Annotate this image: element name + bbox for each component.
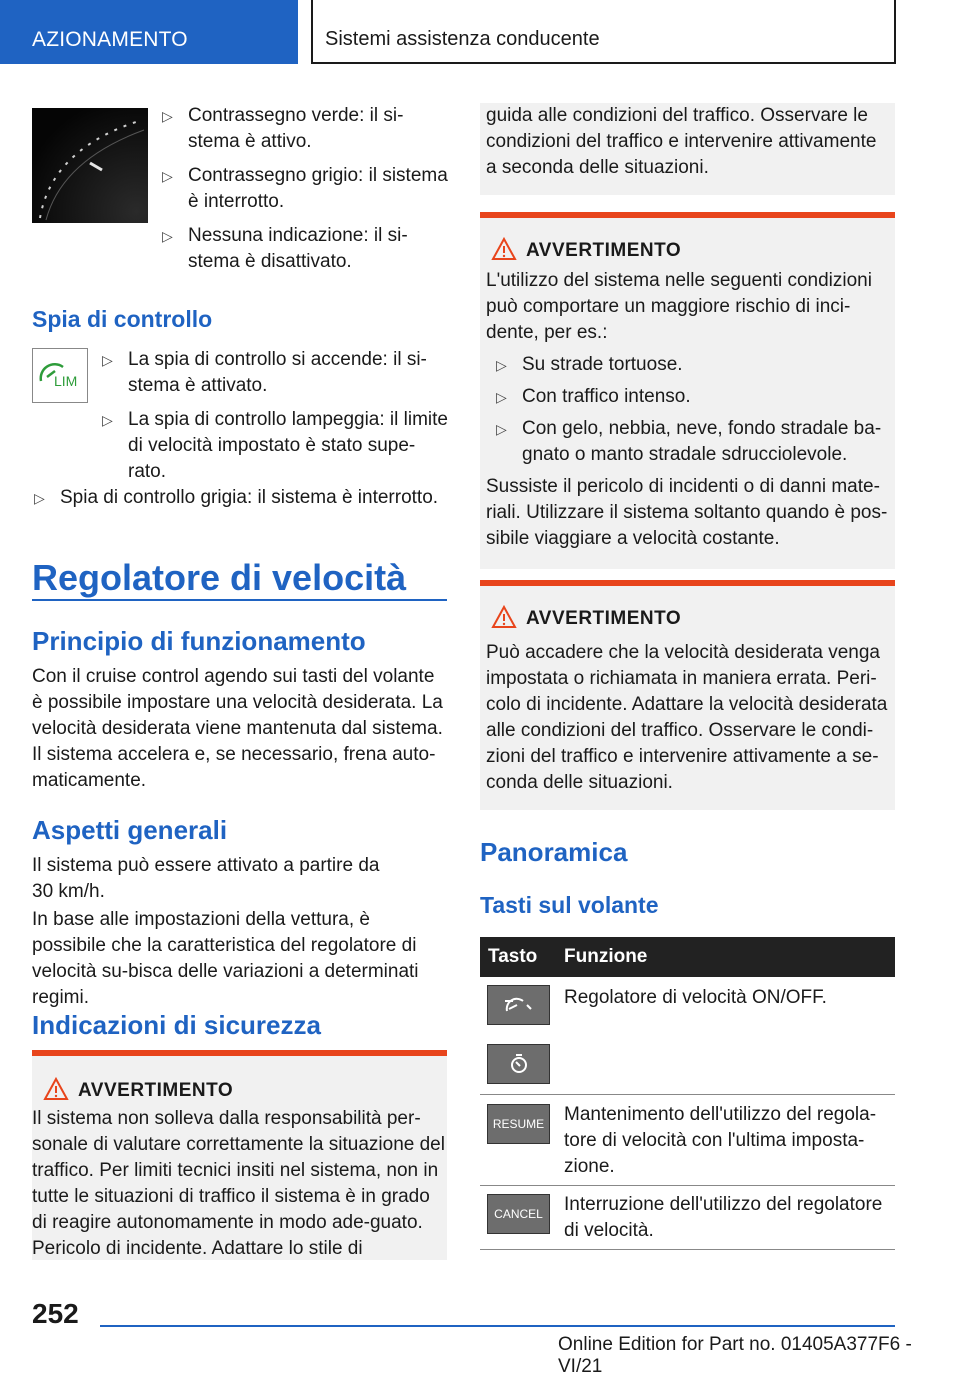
table-row-divider xyxy=(480,1094,895,1095)
cruise-toggle-key-icon xyxy=(487,985,550,1025)
list-item: ▷ Con gelo, nebbia, neve, fondo stradale ba-gnato o manto stradale sdrucciolevole. xyxy=(496,418,882,465)
footer-rule xyxy=(100,1325,895,1327)
warning-bar xyxy=(32,1050,447,1056)
gauge-image xyxy=(32,108,148,223)
warning-box xyxy=(480,580,895,810)
list-item: ▷ Su strade tortuose. xyxy=(494,352,889,378)
column-header-funzione: Funzione xyxy=(564,946,648,967)
list-item: ▷ La spia di controllo si accende: il si-stema è attivato. xyxy=(102,349,427,396)
warning-title: AVVERTIMENTO xyxy=(526,240,682,261)
chapter-tab xyxy=(311,0,896,64)
warning-text: Il sistema non solleva dalla responsabilità per-sonale di valutare correttamente la situazione del traffico. Per limiti tecnici insiti nel sistema, non in tutte le situazioni di traffico il sistema è in grado di reagire autonomamente in modo ade-guato. Pericolo di incidente. Adattare lo stile di xyxy=(32,1108,445,1259)
lim-indicator-image xyxy=(32,348,88,403)
section-tab xyxy=(0,0,298,64)
warning-outro: Sussiste il pericolo di incidenti o di danni mate-riali. Utilizzare il sistema soltanto quando è pos-sibile viaggiare a velocità costante. xyxy=(486,476,888,549)
principio-heading: Principio di funzionamento xyxy=(32,626,366,656)
table-cell-func: Regolatore di velocità ON/OFF. xyxy=(564,987,827,1008)
chapter-title: Sistemi assistenza conducente xyxy=(325,28,600,50)
table-row-divider xyxy=(480,1249,895,1250)
bullet-icon: ▷ xyxy=(162,108,173,124)
warning-title: AVVERTIMENTO xyxy=(526,608,682,629)
spia-bullets xyxy=(100,347,450,485)
bullet-icon: ▷ xyxy=(102,412,113,428)
warning-icon xyxy=(44,1078,68,1100)
main-title: Regolatore di velocità xyxy=(32,557,407,598)
sicurezza-heading: Indicazioni di sicurezza xyxy=(32,1010,321,1040)
bullet-icon: ▷ xyxy=(496,389,507,405)
continued-box xyxy=(480,103,895,195)
cruise-set-key-icon xyxy=(487,1044,550,1084)
warning-icon xyxy=(492,606,516,628)
spia-heading: Spia di controllo xyxy=(32,306,213,332)
bullet-icon: ▷ xyxy=(102,352,113,368)
list-item: ▷ Contrassegno verde: il si-stema è attivo. xyxy=(162,105,404,152)
aspetti-text-1: Il sistema può essere attivato a partire da 30 km/h. xyxy=(32,855,380,902)
list-item: ▷ Contrassegno grigio: il sistema è interrotto. xyxy=(162,165,448,212)
list-item: ▷ Con traffico intenso. xyxy=(494,384,889,410)
aspetti-text-2: In base alle impostazioni della vettura, è possibile che la caratteristica del regolatore di velocità su-bisca delle variazioni a determinati regimi. xyxy=(32,909,419,1008)
warning-text: Può accadere che la velocità desiderata venga impostata o richiamata in maniera errata. Peri-colo di incidente. Adattare la velocità desiderata alle condizioni del traffico. Osservare le condi-zioni del traffico e intervenire attivamente a se-conda delle situazioni. xyxy=(486,642,888,793)
gauge-bullets xyxy=(160,103,450,275)
warning-box xyxy=(480,212,895,569)
lim-label: LIM xyxy=(54,373,78,389)
warning-icon xyxy=(492,238,516,260)
principio-text: Con il cruise control agendo sui tasti del volante è possibile impostare una velocità desiderata. La velocità desiderata viene mantenuta dal sistema. Il sistema accelera e, se necessario, frena auto-maticamente. xyxy=(32,666,443,791)
warning-title: AVVERTIMENTO xyxy=(78,1080,234,1101)
table-row-divider xyxy=(480,1185,895,1186)
table-cell-func: Mantenimento dell'utilizzo del regola-tore di velocità con l'ultima imposta-zione. xyxy=(564,1104,877,1177)
warning-bar xyxy=(480,212,895,218)
bullet-icon: ▷ xyxy=(496,421,507,437)
warning-intro: L'utilizzo del sistema nelle seguenti condizioni può comportare un maggiore rischio di inci-dente, per es.: xyxy=(486,270,872,343)
bullet-icon: ▷ xyxy=(496,357,507,373)
warning-bullets xyxy=(494,352,889,468)
page-number: 252 xyxy=(32,1298,79,1329)
list-item: ▷ Spia di controllo grigia: il sistema è interrotto. xyxy=(32,485,450,511)
continued-text: guida alle condizioni del traffico. Osservare le condizioni del traffico e intervenire attivamente a seconda delle situazioni. xyxy=(486,105,877,178)
aspetti-heading: Aspetti generali xyxy=(32,815,228,845)
warning-bar xyxy=(480,580,895,586)
table-cell-func: Interruzione dell'utilizzo del regolatore di velocità. xyxy=(564,1194,883,1241)
title-rule xyxy=(32,599,447,601)
list-item: ▷ Nessuna indicazione: il si-stema è disattivato. xyxy=(162,225,408,272)
bullet-icon: ▷ xyxy=(34,490,45,506)
bullet-icon: ▷ xyxy=(162,168,173,184)
panoramica-heading: Panoramica xyxy=(480,837,628,867)
resume-key-icon: RESUME xyxy=(487,1104,550,1144)
list-item: ▷ La spia di controllo lampeggia: il limite di velocità impostato è stato supe-rato. xyxy=(102,409,448,482)
column-header-tasto: Tasto xyxy=(488,946,538,967)
section-title: AZIONAMENTO xyxy=(32,28,188,51)
warning-box xyxy=(32,1050,447,1260)
tasti-heading: Tasti sul volante xyxy=(480,892,659,918)
edition-text: Online Edition for Part no. 01405A377F6 - VI/21 xyxy=(558,1334,912,1377)
cancel-key-icon: CANCEL xyxy=(487,1194,550,1234)
table-header xyxy=(480,937,895,977)
bullet-icon: ▷ xyxy=(162,228,173,244)
